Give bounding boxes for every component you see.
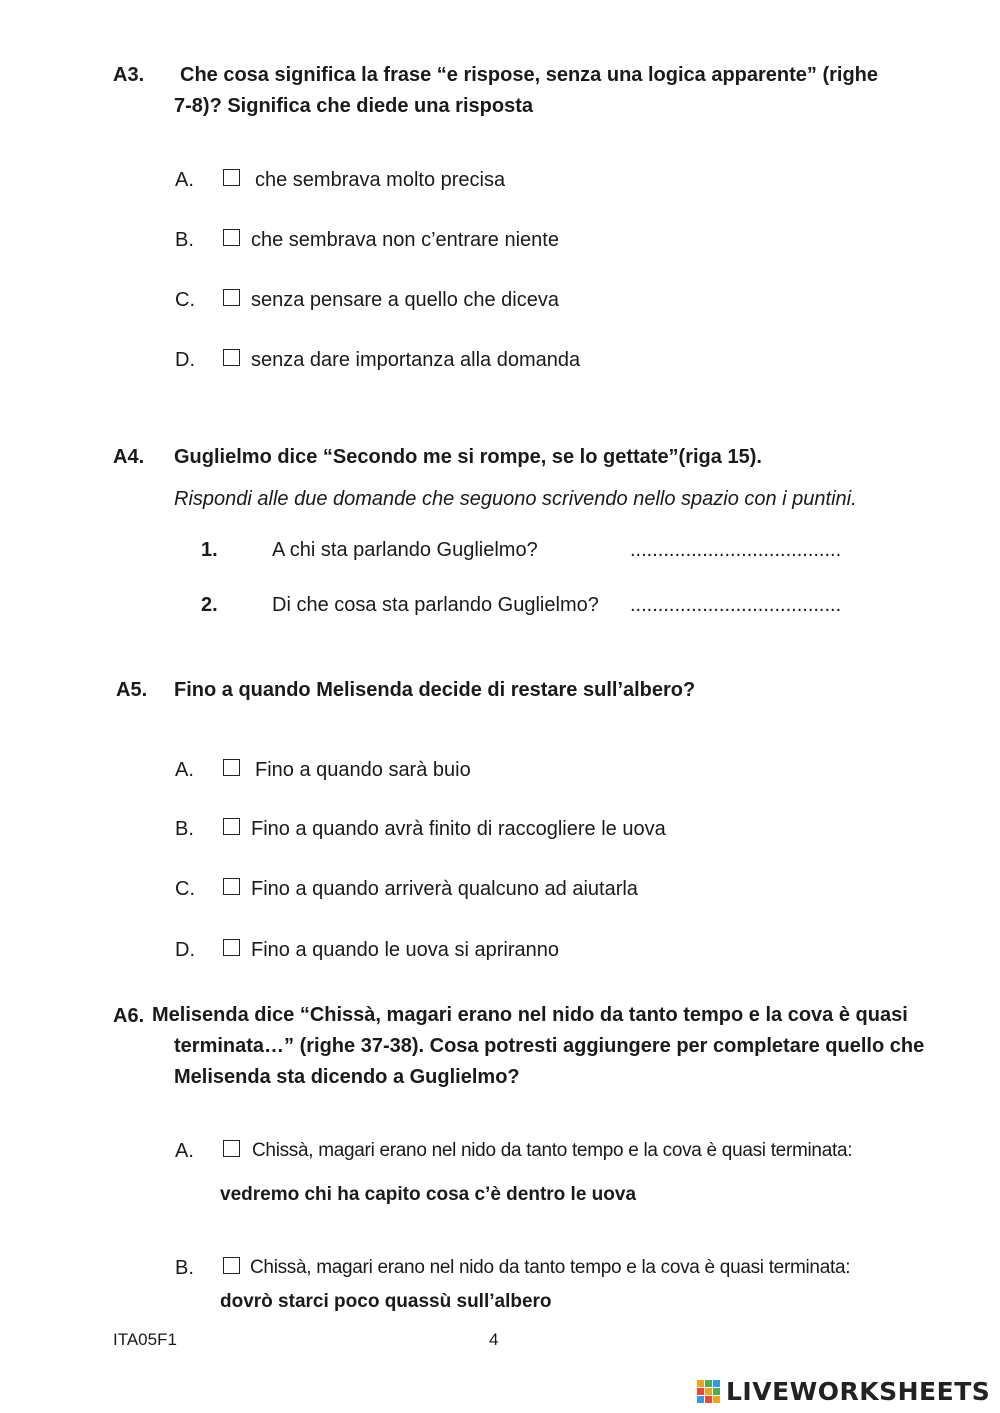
liveworksheets-logo-icon (697, 1380, 720, 1403)
option-letter: A. (175, 1140, 194, 1162)
checkbox-a5-c[interactable] (223, 878, 240, 895)
option-text: senza dare importanza alla domanda (251, 349, 581, 371)
a4-item-text: Di che cosa sta parlando Guglielmo? (272, 594, 599, 616)
question-a3-number: A3. (113, 64, 145, 86)
option-text: Fino a quando arriverà qualcuno ad aiutarla (251, 878, 638, 900)
checkbox-a5-a[interactable] (223, 759, 240, 776)
question-a6-text-line1: Melisenda dice “Chissà, magari erano nel nido da tanto tempo e la cova è quasi (152, 1004, 908, 1026)
logo-tile (697, 1396, 704, 1403)
option-letter: B. (175, 1257, 194, 1279)
option-letter: B. (175, 229, 194, 251)
logo-tile (713, 1380, 720, 1387)
option-text: Chissà, magari erano nel nido da tanto tempo e la cova è quasi terminata: (250, 1257, 851, 1278)
logo-tile (705, 1380, 712, 1387)
option-continuation: dovrò starci poco quassù sull’albero (220, 1291, 552, 1312)
logo-tile (705, 1388, 712, 1395)
question-a3-text-line2: 7-8)? Significa che diede una risposta (174, 95, 533, 117)
liveworksheets-logo-text: LIVEWORKSHEETS (726, 1377, 991, 1406)
option-letter: B. (175, 818, 194, 840)
option-text: Chissà, magari erano nel nido da tanto tempo e la cova è quasi terminata: (252, 1140, 853, 1161)
logo-tile (713, 1388, 720, 1395)
option-text: che sembrava non c’entrare niente (251, 229, 559, 251)
question-a4-instruction: Rispondi alle due domande che seguono scrivendo nello spazio con i puntini. (174, 488, 857, 510)
question-a4-text: Guglielmo dice “Secondo me si rompe, se lo gettate”(riga 15). (174, 446, 762, 468)
option-continuation: vedremo chi ha capito cosa c’è dentro le uova (220, 1184, 637, 1205)
question-a5-number: A5. (116, 679, 148, 701)
question-a5-text: Fino a quando Melisenda decide di restare sull’albero? (174, 679, 696, 701)
question-a4-number: A4. (113, 446, 145, 468)
question-a6-number: A6. (113, 1005, 145, 1027)
checkbox-a3-d[interactable] (223, 349, 240, 366)
option-text: Fino a quando sarà buio (255, 759, 471, 781)
checkbox-a5-b[interactable] (223, 818, 240, 835)
option-letter: C. (175, 289, 195, 311)
question-a6-text-line2: terminata…” (righe 37-38). Cosa potresti aggiungere per completare quello che (174, 1035, 925, 1057)
option-letter: D. (175, 939, 195, 961)
answer-field-2[interactable]: ...................................... (630, 594, 842, 616)
document-code: ITA05F1 (113, 1330, 177, 1349)
checkbox-a3-c[interactable] (223, 289, 240, 306)
option-text: che sembrava molto precisa (255, 169, 506, 191)
option-letter: A. (175, 759, 194, 781)
logo-tile (697, 1388, 704, 1395)
logo-tile (705, 1396, 712, 1403)
logo-tile (697, 1380, 704, 1387)
page-number: 4 (489, 1330, 499, 1349)
option-text: Fino a quando avrà finito di raccogliere le uova (251, 818, 666, 840)
question-a3-text-line1: Che cosa significa la frase “e rispose, senza una logica apparente” (righe (180, 64, 879, 86)
checkbox-a3-b[interactable] (223, 229, 240, 246)
logo-tile (713, 1396, 720, 1403)
option-text: Fino a quando le uova si apriranno (251, 939, 559, 961)
checkbox-a6-b[interactable] (223, 1257, 240, 1274)
option-text: senza pensare a quello che diceva (251, 289, 559, 311)
answer-field-1[interactable]: ...................................... (630, 539, 842, 561)
option-letter: A. (175, 169, 194, 191)
question-a6-text-line3: Melisenda sta dicendo a Guglielmo? (174, 1066, 520, 1088)
option-letter: C. (175, 878, 195, 900)
option-letter: D. (175, 349, 195, 371)
liveworksheets-logo (697, 1377, 990, 1406)
checkbox-a6-a[interactable] (223, 1140, 240, 1157)
a4-item-text: A chi sta parlando Guglielmo? (272, 539, 538, 561)
checkbox-a5-d[interactable] (223, 939, 240, 956)
a4-item-number: 1. (201, 539, 218, 561)
checkbox-a3-a[interactable] (223, 169, 240, 186)
a4-item-number: 2. (201, 594, 218, 616)
